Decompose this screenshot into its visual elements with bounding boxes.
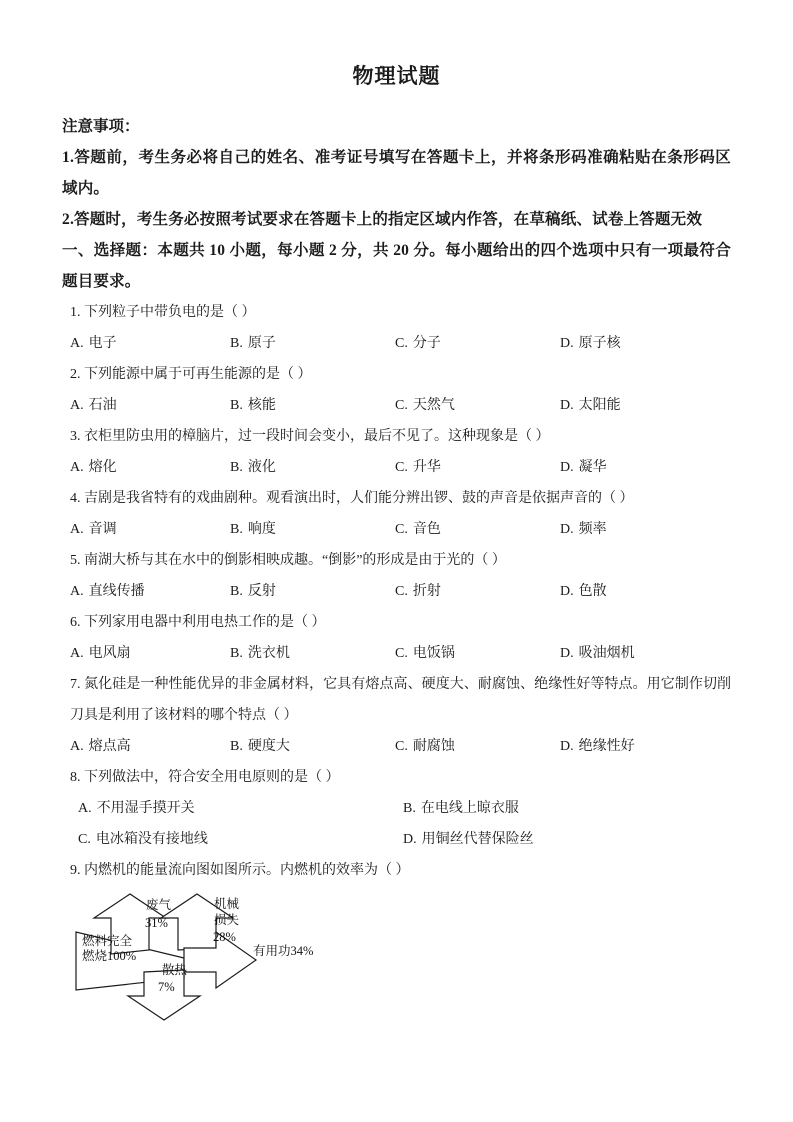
option-text: 原子核 xyxy=(578,336,621,352)
option-letter: D. xyxy=(560,398,574,414)
option-c[interactable] xyxy=(395,731,455,762)
question-number: 9. xyxy=(70,863,81,879)
option-letter: A. xyxy=(70,739,84,755)
option-text: 频率 xyxy=(578,522,607,538)
question-1 xyxy=(62,297,731,359)
option-text: 熔化 xyxy=(88,460,117,476)
option-d[interactable] xyxy=(560,576,607,607)
notice-heading: 注意事项： xyxy=(62,118,140,136)
option-d[interactable] xyxy=(403,824,534,855)
question-number: 8. xyxy=(70,770,81,786)
option-text: 直线传播 xyxy=(88,584,145,600)
notice-item-1: 1.答题前，考生务必将自己的姓名、准考证号填写在答题卡上，并将条形码准确粘贴在条形码区域内。 xyxy=(62,149,731,198)
question-text: 下列家用电器中利用电热工作的是（ ） xyxy=(84,615,326,631)
question-9 xyxy=(62,855,731,1032)
option-c[interactable] xyxy=(395,576,441,607)
option-letter: A. xyxy=(70,646,84,662)
option-text: 反射 xyxy=(247,584,276,600)
notice-section xyxy=(62,111,731,235)
option-text: 在电线上晾衣服 xyxy=(420,801,519,817)
option-text: 折射 xyxy=(412,584,441,600)
option-text: 凝华 xyxy=(578,460,607,476)
option-letter: B. xyxy=(230,336,243,352)
option-letter: B. xyxy=(230,460,243,476)
option-b[interactable] xyxy=(230,638,290,669)
question-number: 6. xyxy=(70,615,81,631)
question-number: 7. xyxy=(70,677,81,693)
option-d[interactable] xyxy=(560,390,621,421)
option-letter: C. xyxy=(395,336,408,352)
mechanical-loss-label-line1: 机械 xyxy=(214,897,240,912)
option-a[interactable] xyxy=(78,793,195,824)
option-text: 硬度大 xyxy=(247,739,290,755)
mechanical-loss-percent: 28% xyxy=(213,930,236,945)
option-row xyxy=(62,514,731,545)
option-c[interactable] xyxy=(78,824,208,855)
option-b[interactable] xyxy=(230,576,276,607)
option-grid xyxy=(62,793,731,855)
option-text: 色散 xyxy=(578,584,607,600)
option-text: 响度 xyxy=(247,522,276,538)
option-d[interactable] xyxy=(560,638,635,669)
option-text: 洗衣机 xyxy=(247,646,290,662)
option-letter: C. xyxy=(395,398,408,414)
fuel-label xyxy=(82,934,136,964)
option-c[interactable] xyxy=(395,514,441,545)
option-row xyxy=(70,824,731,855)
useful-work-label: 有用功34% xyxy=(253,944,314,959)
question-stem xyxy=(62,607,731,638)
option-c[interactable] xyxy=(395,638,455,669)
option-a[interactable] xyxy=(70,452,117,483)
option-text: 升华 xyxy=(412,460,441,476)
option-b[interactable] xyxy=(403,793,519,824)
energy-flow-diagram xyxy=(66,892,396,1032)
option-text: 天然气 xyxy=(412,398,455,414)
option-c[interactable] xyxy=(395,328,441,359)
exhaust-percent: 31% xyxy=(145,916,168,931)
question-text: 下列做法中，符合安全用电原则的是（ ） xyxy=(84,770,340,786)
option-text: 核能 xyxy=(247,398,276,414)
question-text: 下列粒子中带负电的是（ ） xyxy=(84,305,256,321)
option-d[interactable] xyxy=(560,514,607,545)
question-4 xyxy=(62,483,731,545)
option-text: 电饭锅 xyxy=(412,646,455,662)
option-text: 用铜丝代替保险丝 xyxy=(421,832,534,848)
question-5 xyxy=(62,545,731,607)
question-number: 5. xyxy=(70,553,81,569)
question-stem xyxy=(62,669,731,731)
page-title: 物理试题 xyxy=(352,64,441,88)
option-row xyxy=(62,576,731,607)
option-c[interactable] xyxy=(395,452,441,483)
option-letter: A. xyxy=(70,522,84,538)
option-a[interactable] xyxy=(70,514,117,545)
exhaust-label: 废气 xyxy=(146,898,172,913)
option-a[interactable] xyxy=(70,390,117,421)
option-text: 吸油烟机 xyxy=(578,646,635,662)
option-letter: C. xyxy=(395,739,408,755)
option-d[interactable] xyxy=(560,452,607,483)
option-letter: C. xyxy=(395,460,408,476)
option-letter: B. xyxy=(403,801,416,817)
option-d[interactable] xyxy=(560,731,635,762)
option-b[interactable] xyxy=(230,452,276,483)
option-letter: D. xyxy=(560,460,574,476)
option-row xyxy=(62,452,731,483)
option-letter: C. xyxy=(395,584,408,600)
question-2 xyxy=(62,359,731,421)
option-text: 电冰箱没有接地线 xyxy=(95,832,208,848)
option-b[interactable] xyxy=(230,390,276,421)
question-stem xyxy=(62,545,731,576)
option-letter: D. xyxy=(560,522,574,538)
fuel-label-line2: 燃烧100% xyxy=(82,949,137,964)
option-a[interactable] xyxy=(70,328,117,359)
option-a[interactable] xyxy=(70,731,131,762)
question-stem xyxy=(62,762,731,793)
question-8 xyxy=(62,762,731,855)
option-letter: B. xyxy=(230,398,243,414)
question-text: 南湖大桥与其在水中的倒影相映成趣。“倒影”的形成是由于光的（ ） xyxy=(84,553,506,569)
question-text: 下列能源中属于可再生能源的是（ ） xyxy=(84,367,312,383)
question-6 xyxy=(62,607,731,669)
option-b[interactable] xyxy=(230,328,276,359)
option-a[interactable] xyxy=(70,638,131,669)
option-row xyxy=(62,731,731,762)
option-letter: B. xyxy=(230,584,243,600)
question-text: 内燃机的能量流向图如图所示。内燃机的效率为（ ） xyxy=(84,863,410,879)
option-letter: A. xyxy=(78,801,92,817)
option-d[interactable] xyxy=(560,328,621,359)
question-number: 1. xyxy=(70,305,81,321)
option-b[interactable] xyxy=(230,514,276,545)
question-number: 4. xyxy=(70,491,81,507)
option-text: 绝缘性好 xyxy=(578,739,635,755)
question-stem xyxy=(62,297,731,328)
notice-item-2: 2.答题时，考生务必按照考试要求在答题卡上的指定区域内作答，在草稿纸、试卷上答题无效 xyxy=(62,211,703,229)
option-c[interactable] xyxy=(395,390,455,421)
option-text: 不用湿手摸开关 xyxy=(96,801,195,817)
question-text: 吉剧是我省特有的戏曲剧种。观看演出时，人们能分辨出锣、鼓的声音是依据声音的（ ） xyxy=(84,491,634,507)
option-letter: D. xyxy=(560,336,574,352)
option-letter: A. xyxy=(70,460,84,476)
mechanical-loss-label-line2: 损失 xyxy=(214,913,240,928)
option-letter: B. xyxy=(230,522,243,538)
option-text: 液化 xyxy=(247,460,276,476)
option-letter: D. xyxy=(560,739,574,755)
question-7 xyxy=(62,669,731,762)
option-letter: B. xyxy=(230,739,243,755)
question-stem xyxy=(62,359,731,390)
question-stem xyxy=(62,421,731,452)
option-letter: A. xyxy=(70,336,84,352)
option-row xyxy=(62,328,731,359)
option-row xyxy=(62,638,731,669)
option-letter: C. xyxy=(395,646,408,662)
option-letter: D. xyxy=(560,584,574,600)
question-stem xyxy=(62,483,731,514)
option-text: 原子 xyxy=(247,336,276,352)
option-row xyxy=(70,793,731,824)
option-text: 音色 xyxy=(412,522,441,538)
section-intro: 一、选择题：本题共 10 小题，每小题 2 分，共 20 分。每小题给出的四个选项中只有一项最符合题目要求。 xyxy=(62,242,731,291)
option-letter: D. xyxy=(560,646,574,662)
fuel-label-line1: 燃料完全 xyxy=(82,934,133,949)
option-text: 电子 xyxy=(88,336,117,352)
option-text: 熔点高 xyxy=(88,739,131,755)
option-letter: B. xyxy=(230,646,243,662)
option-text: 太阳能 xyxy=(578,398,621,414)
question-number: 3. xyxy=(70,429,81,445)
question-stem xyxy=(62,855,731,886)
option-letter: C. xyxy=(395,522,408,538)
option-text: 音调 xyxy=(88,522,117,538)
question-3 xyxy=(62,421,731,483)
radiation-label: 散热 xyxy=(162,963,188,978)
option-text: 耐腐蚀 xyxy=(412,739,455,755)
question-text: 氮化硅是一种性能优异的非金属材料，它具有熔点高、硬度大、耐腐蚀、绝缘性好等特点。用它制作切削刀具是利用了该材料的哪个特点（ ） xyxy=(70,677,732,724)
question-number: 2. xyxy=(70,367,81,383)
option-letter: A. xyxy=(70,398,84,414)
question-text: 衣柜里防虫用的樟脑片，过一段时间会变小，最后不见了。这种现象是（ ） xyxy=(84,429,550,445)
option-letter: A. xyxy=(70,584,84,600)
option-text: 分子 xyxy=(412,336,441,352)
option-b[interactable] xyxy=(230,731,290,762)
option-row xyxy=(62,390,731,421)
option-letter: C. xyxy=(78,832,91,848)
radiation-percent: 7% xyxy=(158,980,175,995)
option-text: 石油 xyxy=(88,398,117,414)
option-letter: D. xyxy=(403,832,417,848)
option-a[interactable] xyxy=(70,576,145,607)
option-text: 电风扇 xyxy=(88,646,131,662)
